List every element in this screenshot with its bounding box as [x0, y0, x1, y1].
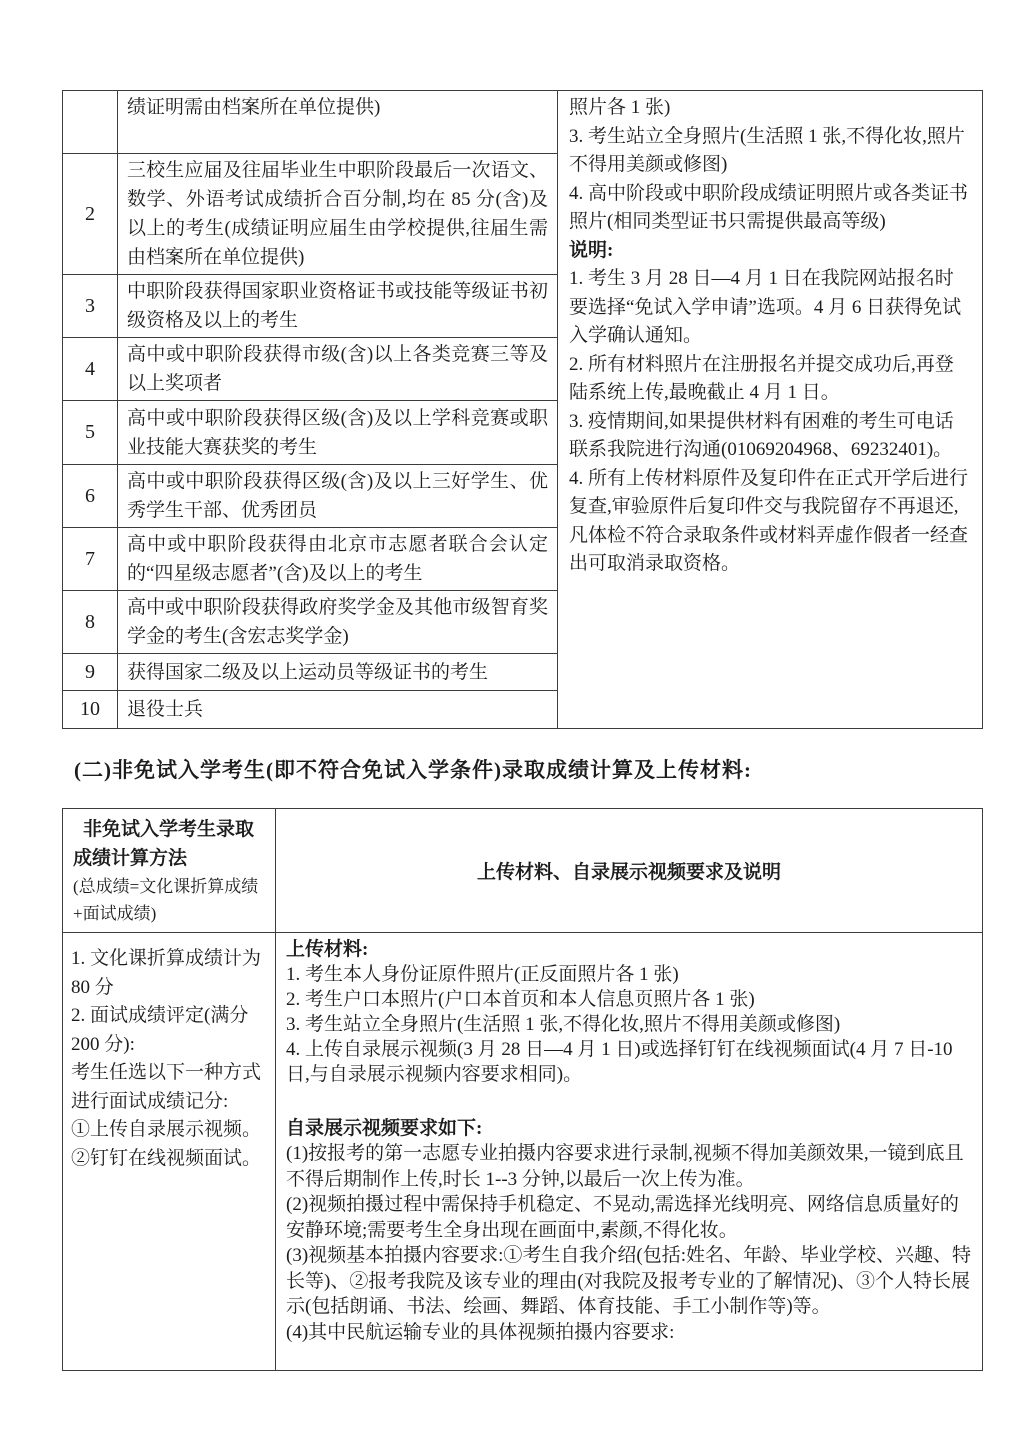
condition-cell: 三校生应届及往届毕业生中职阶段最后一次语文、数学、外语考试成绩折合百分制,均在 85 分(含)及以上的考生(成绩证明应届生由学校提供,往届生需由档案所在单位提供) [118, 154, 558, 275]
condition-cell: 中职阶段获得国家职业资格证书或技能等级证书初级资格及以上的考生 [118, 275, 558, 338]
materials-merged-cell [558, 91, 983, 729]
condition-cell: 退役士兵 [118, 691, 558, 729]
upload-materials-label: 上传材料: [286, 939, 369, 960]
row-number: 9 [63, 654, 118, 691]
video-requirement-item: (4)其中民航运输专业的具体视频拍摄内容要求: [286, 1321, 675, 1343]
materials-line: 4. 高中阶段或中职阶段成绩证明照片或各类证书照片(相同类型证书只需提供最高等级) [569, 182, 969, 232]
blank-line [286, 1087, 974, 1116]
condition-cell: 高中或中职阶段获得政府奖学金及其他市级智育奖学金的考生(含宏志奖学金) [118, 591, 558, 654]
row-number: 6 [63, 465, 118, 528]
score-method-line: 2. 面试成绩评定(满分 200 分): [71, 1005, 249, 1055]
score-method-line: 考生任选以下一种方式进行面试成绩记分: [71, 1062, 262, 1112]
section-heading: (二)非免试入学考生(即不符合免试入学条件)录取成绩计算及上传材料: [74, 758, 752, 782]
score-method-body-cell [63, 933, 276, 1371]
video-requirements-label: 自录展示视频要求如下: [286, 1118, 483, 1139]
row-number: 10 [63, 691, 118, 729]
condition-cell: 高中或中职阶段获得区级(含)及以上学科竞赛或职业技能大赛获奖的考生 [118, 401, 558, 465]
condition-cell: 获得国家二级及以上运动员等级证书的考生 [118, 654, 558, 691]
condition-cell: 高中或中职阶段获得区级(含)及以上三好学生、优秀学生干部、优秀团员 [118, 465, 558, 528]
materials-line: 3. 考生站立全身照片(生活照 1 张,不得化妆,照片不得用美颜或修图) [569, 125, 965, 175]
row-number [63, 91, 118, 154]
notes-label: 说明: [569, 239, 614, 261]
condition-cell: 绩证明需由档案所在单位提供) [118, 91, 558, 154]
score-method-title: 非免试入学考生录取成绩计算方法 [73, 818, 255, 869]
score-method-line: ①上传自录展示视频。 [71, 1119, 262, 1140]
score-method-formula: (总成绩=文化课折算成绩+面试成绩) [73, 876, 259, 923]
exemption-conditions-table [62, 90, 983, 729]
note-item: 2. 所有材料照片在注册报名并提交成功后,再登陆系统上传,最晚截止 4 月 1 日。 [569, 353, 954, 403]
upload-item: 1. 考生本人身份证原件照片(正反面照片各 1 张) [286, 964, 679, 985]
condition-cell: 高中或中职阶段获得由北京市志愿者联合会认定的“四星级志愿者”(含)及以上的考生 [118, 528, 558, 591]
score-method-line: ②钉钉在线视频面试。 [71, 1147, 262, 1169]
upload-item: 4. 上传自录展示视频(3 月 28 日—4 月 1 日)或选择钉钉在线视频面试(4 月 7 日-10 日,与自录展示视频内容要求相同)。 [286, 1039, 953, 1085]
video-requirement-item: (1)按报考的第一志愿专业拍摄内容要求进行录制,视频不得加美颜效果,一镜到底且不得后期制作上传,时长 1--3 分钟,以最后一次上传为准。 [286, 1143, 964, 1190]
upload-item: 3. 考生站立全身照片(生活照 1 张,不得化妆,照片不得用美颜或修图) [286, 1014, 841, 1035]
note-item: 3. 疫情期间,如果提供材料有困难的考生可电话联系我院进行沟通(01069204968、69232401)。 [569, 410, 954, 460]
score-method-header-cell [63, 809, 276, 933]
upload-item: 2. 考生户口本照片(户口本首页和本人信息页照片各 1 张) [286, 989, 755, 1010]
non-exemption-table [62, 808, 983, 1371]
row-number: 7 [63, 528, 118, 591]
row-number: 2 [63, 154, 118, 275]
score-method-line: 1. 文化课折算成绩计为 80 分 [71, 948, 262, 998]
video-requirement-item: (3)视频基本拍摄内容要求:①考生自我介绍(包括:姓名、年龄、毕业学校、兴趣、特长等)、②报考我院及该专业的理由(对我院及报考专业的了解情况)、③个人特长展示(包括朗诵、书法、绘画、舞蹈、体育技能、手工小制作等)等。 [286, 1245, 972, 1317]
note-item: 4. 所有上传材料原件及复印件在正式开学后进行复查,审验原件后复印件交与我院留存不再退还,凡体检不符合录取条件或材料弄虚作假者一经查出可取消录取资格。 [569, 467, 969, 574]
row-number: 4 [63, 338, 118, 401]
video-requirement-item: (2)视频拍摄过程中需保持手机稳定、不晃动,需选择光线明亮、网络信息质量好的安静环境;需要考生全身出现在画面中,素颜,不得化妆。 [286, 1194, 959, 1241]
row-number: 5 [63, 401, 118, 465]
row-number: 3 [63, 275, 118, 338]
row-number: 8 [63, 591, 118, 654]
upload-requirements-header-cell: 上传材料、自录展示视频要求及说明 [276, 809, 983, 933]
upload-requirements-body-cell [276, 933, 983, 1371]
materials-line: 照片各 1 张) [569, 97, 671, 118]
condition-cell: 高中或中职阶段获得市级(含)以上各类竞赛三等及以上奖项者 [118, 338, 558, 401]
note-item: 1. 考生 3 月 28 日—4 月 1 日在我院网站报名时要选择“免试入学申请”选项。4 月 6 日获得免试入学确认通知。 [569, 268, 962, 346]
